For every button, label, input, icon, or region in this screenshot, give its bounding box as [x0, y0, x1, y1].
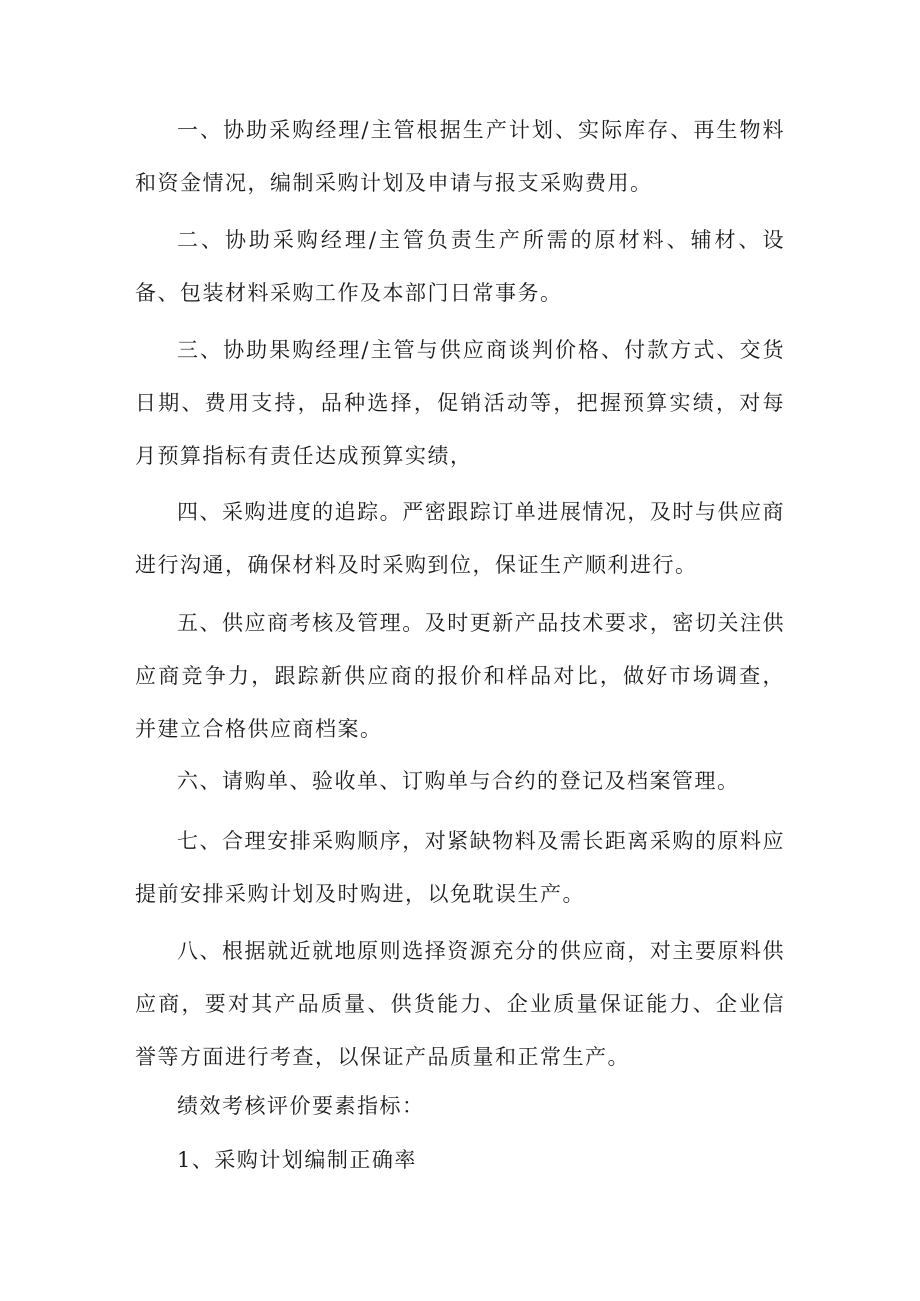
duty-paragraph-6: 六、请购单、验收单、订购单与合约的登记及档案管理。: [177, 769, 740, 793]
duty-paragraph-8: 八、根据就近就地原则选择资源充分的供应商，对主要原料供应商，要对其产品质量、供货能力、企业质量保证能力、企业信誉等方面进行考查，以保证产品质量和正常生产。: [135, 939, 785, 1069]
duty-paragraph-3: 三、协助果购经理/主管与供应商谈判价格、付款方式、交货日期、费用支持，品种选择，促销活动等，把握预算实绩，对每月预算指标有责任达成预算实绩，: [135, 338, 785, 468]
duty-paragraph-2: 二、协助采购经理/主管负责生产所需的原材料、辅材、设备、包装材料采购工作及本部门日常事务。: [135, 228, 785, 305]
kpi-item-1: 1、采购计划编制正确率: [177, 1148, 417, 1172]
duty-paragraph-5: 五、供应商考核及管理。及时更新产品技术要求，密切关注供应商竞争力，跟踪新供应商的报价和样品对比，做好市场调查，并建立合格供应商档案。: [135, 611, 785, 741]
kpi-heading: 绩效考核评价要素指标：: [177, 1094, 425, 1118]
duty-paragraph-4: 四、采购进度的追踪。严密跟踪订单进展情况，及时与供应商进行沟通，确保材料及时采购到位，保证生产顺利进行。: [135, 500, 785, 577]
duty-paragraph-7: 七、合理安排采购顺序，对紧缺物料及需长距离采购的原料应提前安排采购计划及时购进，以免耽误生产。: [135, 829, 785, 906]
duty-paragraph-1: 一、协助采购经理/主管根据生产计划、实际库存、再生物料和资金情况，编制采购计划及申请与报支采购费用。: [135, 118, 785, 195]
